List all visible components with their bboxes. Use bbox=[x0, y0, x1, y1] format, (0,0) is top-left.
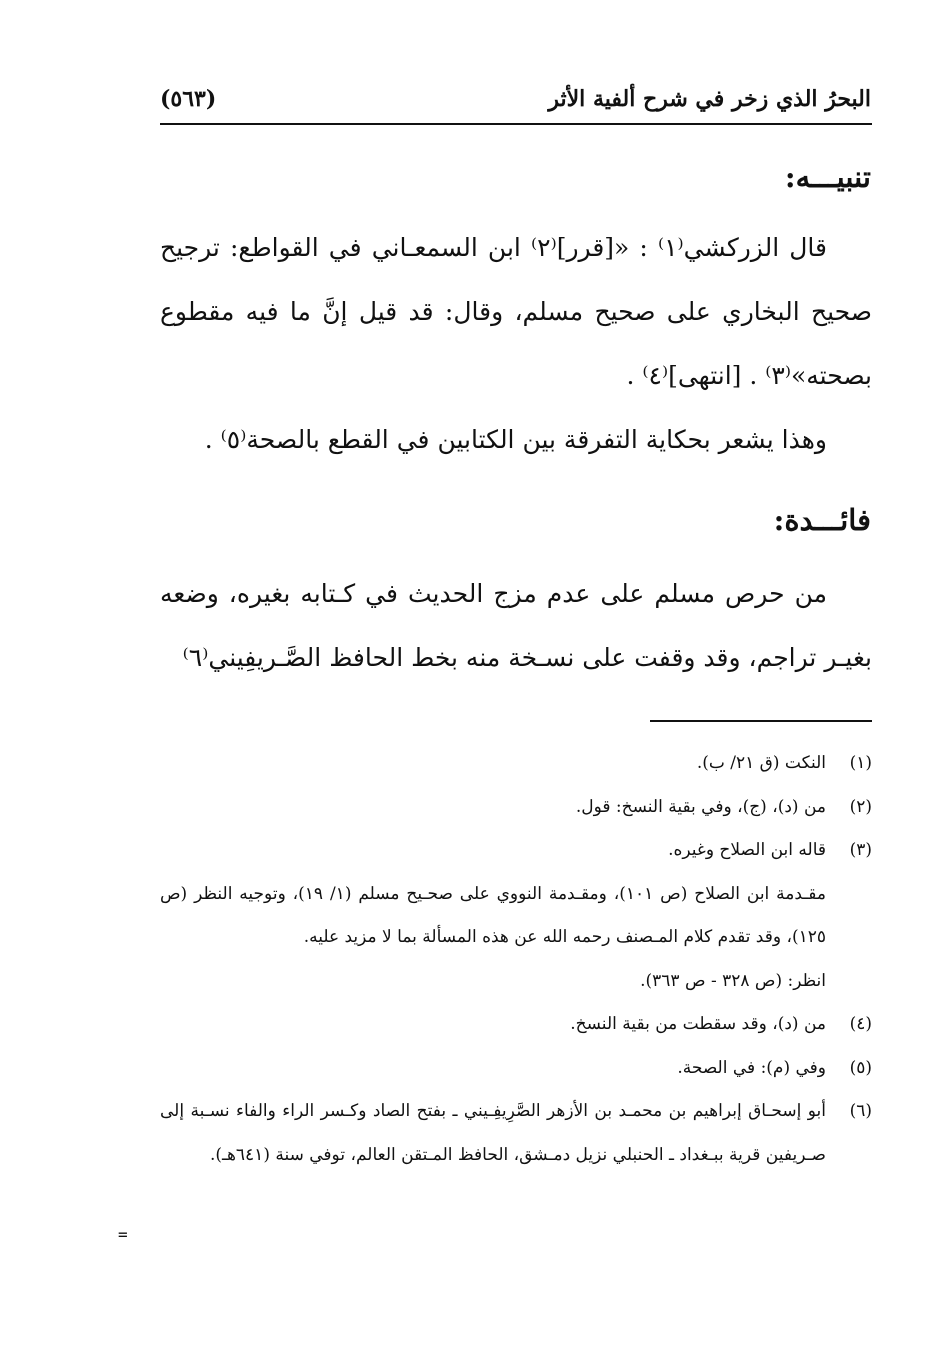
page-number: (٥٦٣) bbox=[160, 86, 217, 112]
footnote-text: من (د)، (ج)، وفي بقية النسخ: قول. bbox=[575, 796, 826, 817]
section-heading-faida: فائـــدة: bbox=[773, 503, 871, 537]
footnote-number: (٤) bbox=[849, 1014, 872, 1034]
section-faida-body bbox=[160, 562, 872, 690]
footnote-3-continuation: مقـدمة ابن الصلاح (ص ١٠١)، ومقـدمة النووي على صحـيح مسلم (١/ ١٩)، وتوجيه النظر (ص ١٢٥)، وقد تقدم كلام المـصنف رحمه الله عن هذه المسألة بما لا مزيد عليه. bbox=[160, 883, 826, 947]
footnotes bbox=[160, 742, 872, 1177]
footnote-2 bbox=[160, 786, 872, 830]
footnote-text: أبو إسحـاق إبراهيم بن محمـد بن الأزهر الصَّرِيفِـيني ـ بفتح الصاد وكـسر الراء والفاء نسـبة إلى صـريفين قرية ببـغداد ـ الحنبلي نزيل دمـشق، الحافظ المـتقن العالم، توفي سنة (٦٤١هـ). bbox=[160, 1101, 826, 1165]
footnote-text: وفي (م): في الصحة. bbox=[677, 1057, 826, 1078]
footnote-number: (٦) bbox=[849, 1101, 872, 1121]
footnote-1 bbox=[160, 742, 872, 786]
running-header-title: البحرُ الذي زخر في شرح ألفية الأثر bbox=[548, 86, 871, 112]
footnote-text: النكت (ق ٢١/ ب). bbox=[696, 753, 826, 773]
footnote-separator bbox=[650, 720, 872, 722]
footnote-text: قاله ابن الصلاح وغيره. bbox=[668, 840, 826, 860]
footnote-text: من (د)، وقد سقطت من بقية النسخ. bbox=[570, 1014, 826, 1034]
tanbih-paragraph-1: قال الزركشي⁽١⁾ : «[قرر]⁽٢⁾ ابن السمعـاني في القواطع: ترجيح صحيح البخاري على صحيح مسلم، وقال: قد قيل إنَّ ما فيه مقطوع بصحته»⁽٣⁾ . [انتهى]⁽٤⁾ . bbox=[160, 233, 872, 390]
footnote-number: (٣) bbox=[849, 840, 872, 860]
section-heading-tanbih: تنبيـــه: bbox=[784, 160, 871, 194]
footnote-6 bbox=[160, 1090, 872, 1177]
footnote-3 bbox=[160, 829, 872, 873]
tanbih-paragraph-2: وهذا يشعر بحكاية التفرقة بين الكتابين في القطع بالصحة⁽٥⁾ . bbox=[204, 425, 827, 454]
faida-paragraph: من حرص مسلم على عدم مزج الحديث في كـتابه بغيره، وضعه بغيـر تراجم، وقد وقفت على نسـخة منه بخط الحافظ الصَّـريفِيني⁽٦⁾ bbox=[160, 579, 872, 672]
footnote-number: (١) bbox=[849, 753, 872, 773]
footnote-number: (٥) bbox=[849, 1057, 872, 1078]
margin-mark: = bbox=[118, 1225, 128, 1244]
section-tanbih-body bbox=[160, 216, 872, 472]
footnote-5 bbox=[160, 1047, 872, 1091]
footnote-4 bbox=[160, 1003, 872, 1047]
footnote-3-see-also: انظر: (ص ٣٢٨ - ص ٣٦٣). bbox=[640, 970, 826, 991]
header-rule bbox=[160, 123, 872, 125]
footnote-number: (٢) bbox=[849, 796, 872, 817]
